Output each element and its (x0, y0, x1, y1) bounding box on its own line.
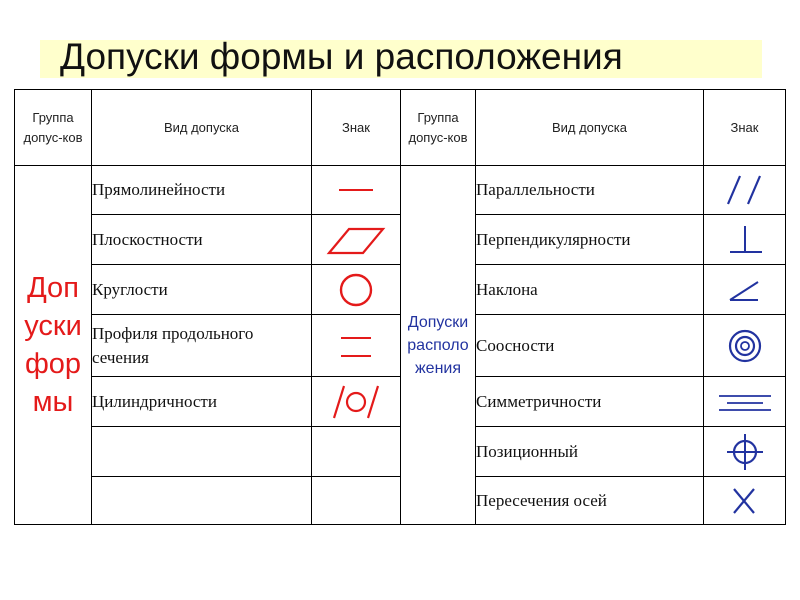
roundness-icon (312, 265, 401, 315)
straightness-icon (312, 166, 401, 215)
position-tolerance-name: Перпендикулярности (476, 215, 704, 265)
angularity-icon (704, 265, 786, 315)
table-row (15, 166, 786, 215)
position-tolerance-name: Пересечения осей (476, 477, 704, 525)
form-tolerance-name-empty (92, 427, 312, 477)
header-group-position: Группа допус-ков (401, 90, 476, 166)
symmetry-icon (704, 377, 786, 427)
position-group-cell (401, 166, 476, 525)
table-row (15, 215, 786, 265)
header-group-form: Группа допус-ков (15, 90, 92, 166)
parallelism-icon (704, 166, 786, 215)
form-sign-empty (312, 427, 401, 477)
position-tolerance-name: Соосности (476, 315, 704, 377)
table-header-row (15, 90, 786, 166)
header-type-position: Вид допуска (476, 90, 704, 166)
form-tolerance-name: Прямолинейности (92, 166, 312, 215)
perpendicularity-icon (704, 215, 786, 265)
position-tolerance-name: Наклона (476, 265, 704, 315)
position-tolerance-name: Параллельности (476, 166, 704, 215)
header-sign-position: Знак (704, 90, 786, 166)
tolerance-table (14, 89, 786, 525)
flatness-icon (312, 215, 401, 265)
table-row (15, 265, 786, 315)
form-group-label: Допуски формы (24, 272, 82, 418)
position-icon (704, 427, 786, 477)
form-tolerance-name: Круглости (92, 265, 312, 315)
form-sign-empty (312, 477, 401, 525)
position-tolerance-name: Симметричности (476, 377, 704, 427)
position-tolerance-name: Позиционный (476, 427, 704, 477)
concentricity-icon (704, 315, 786, 377)
position-group-label: Допуски расположения (407, 313, 469, 377)
header-sign-form: Знак (312, 90, 401, 166)
table-row (15, 315, 786, 377)
cylindricity-icon (312, 377, 401, 427)
axis-intersection-icon (704, 477, 786, 525)
page-title: Допуски формы и расположения (60, 36, 623, 77)
header-type-form: Вид допуска (92, 90, 312, 166)
form-tolerance-name: Профиля продольного сечения (92, 315, 312, 377)
longitudinal-profile-icon (312, 315, 401, 377)
table-row (15, 477, 786, 525)
form-tolerance-name: Цилиндричности (92, 377, 312, 427)
form-group-cell (15, 166, 92, 525)
form-tolerance-name-empty (92, 477, 312, 525)
table-row (15, 377, 786, 427)
table-row (15, 427, 786, 477)
form-tolerance-name: Плоскостности (92, 215, 312, 265)
